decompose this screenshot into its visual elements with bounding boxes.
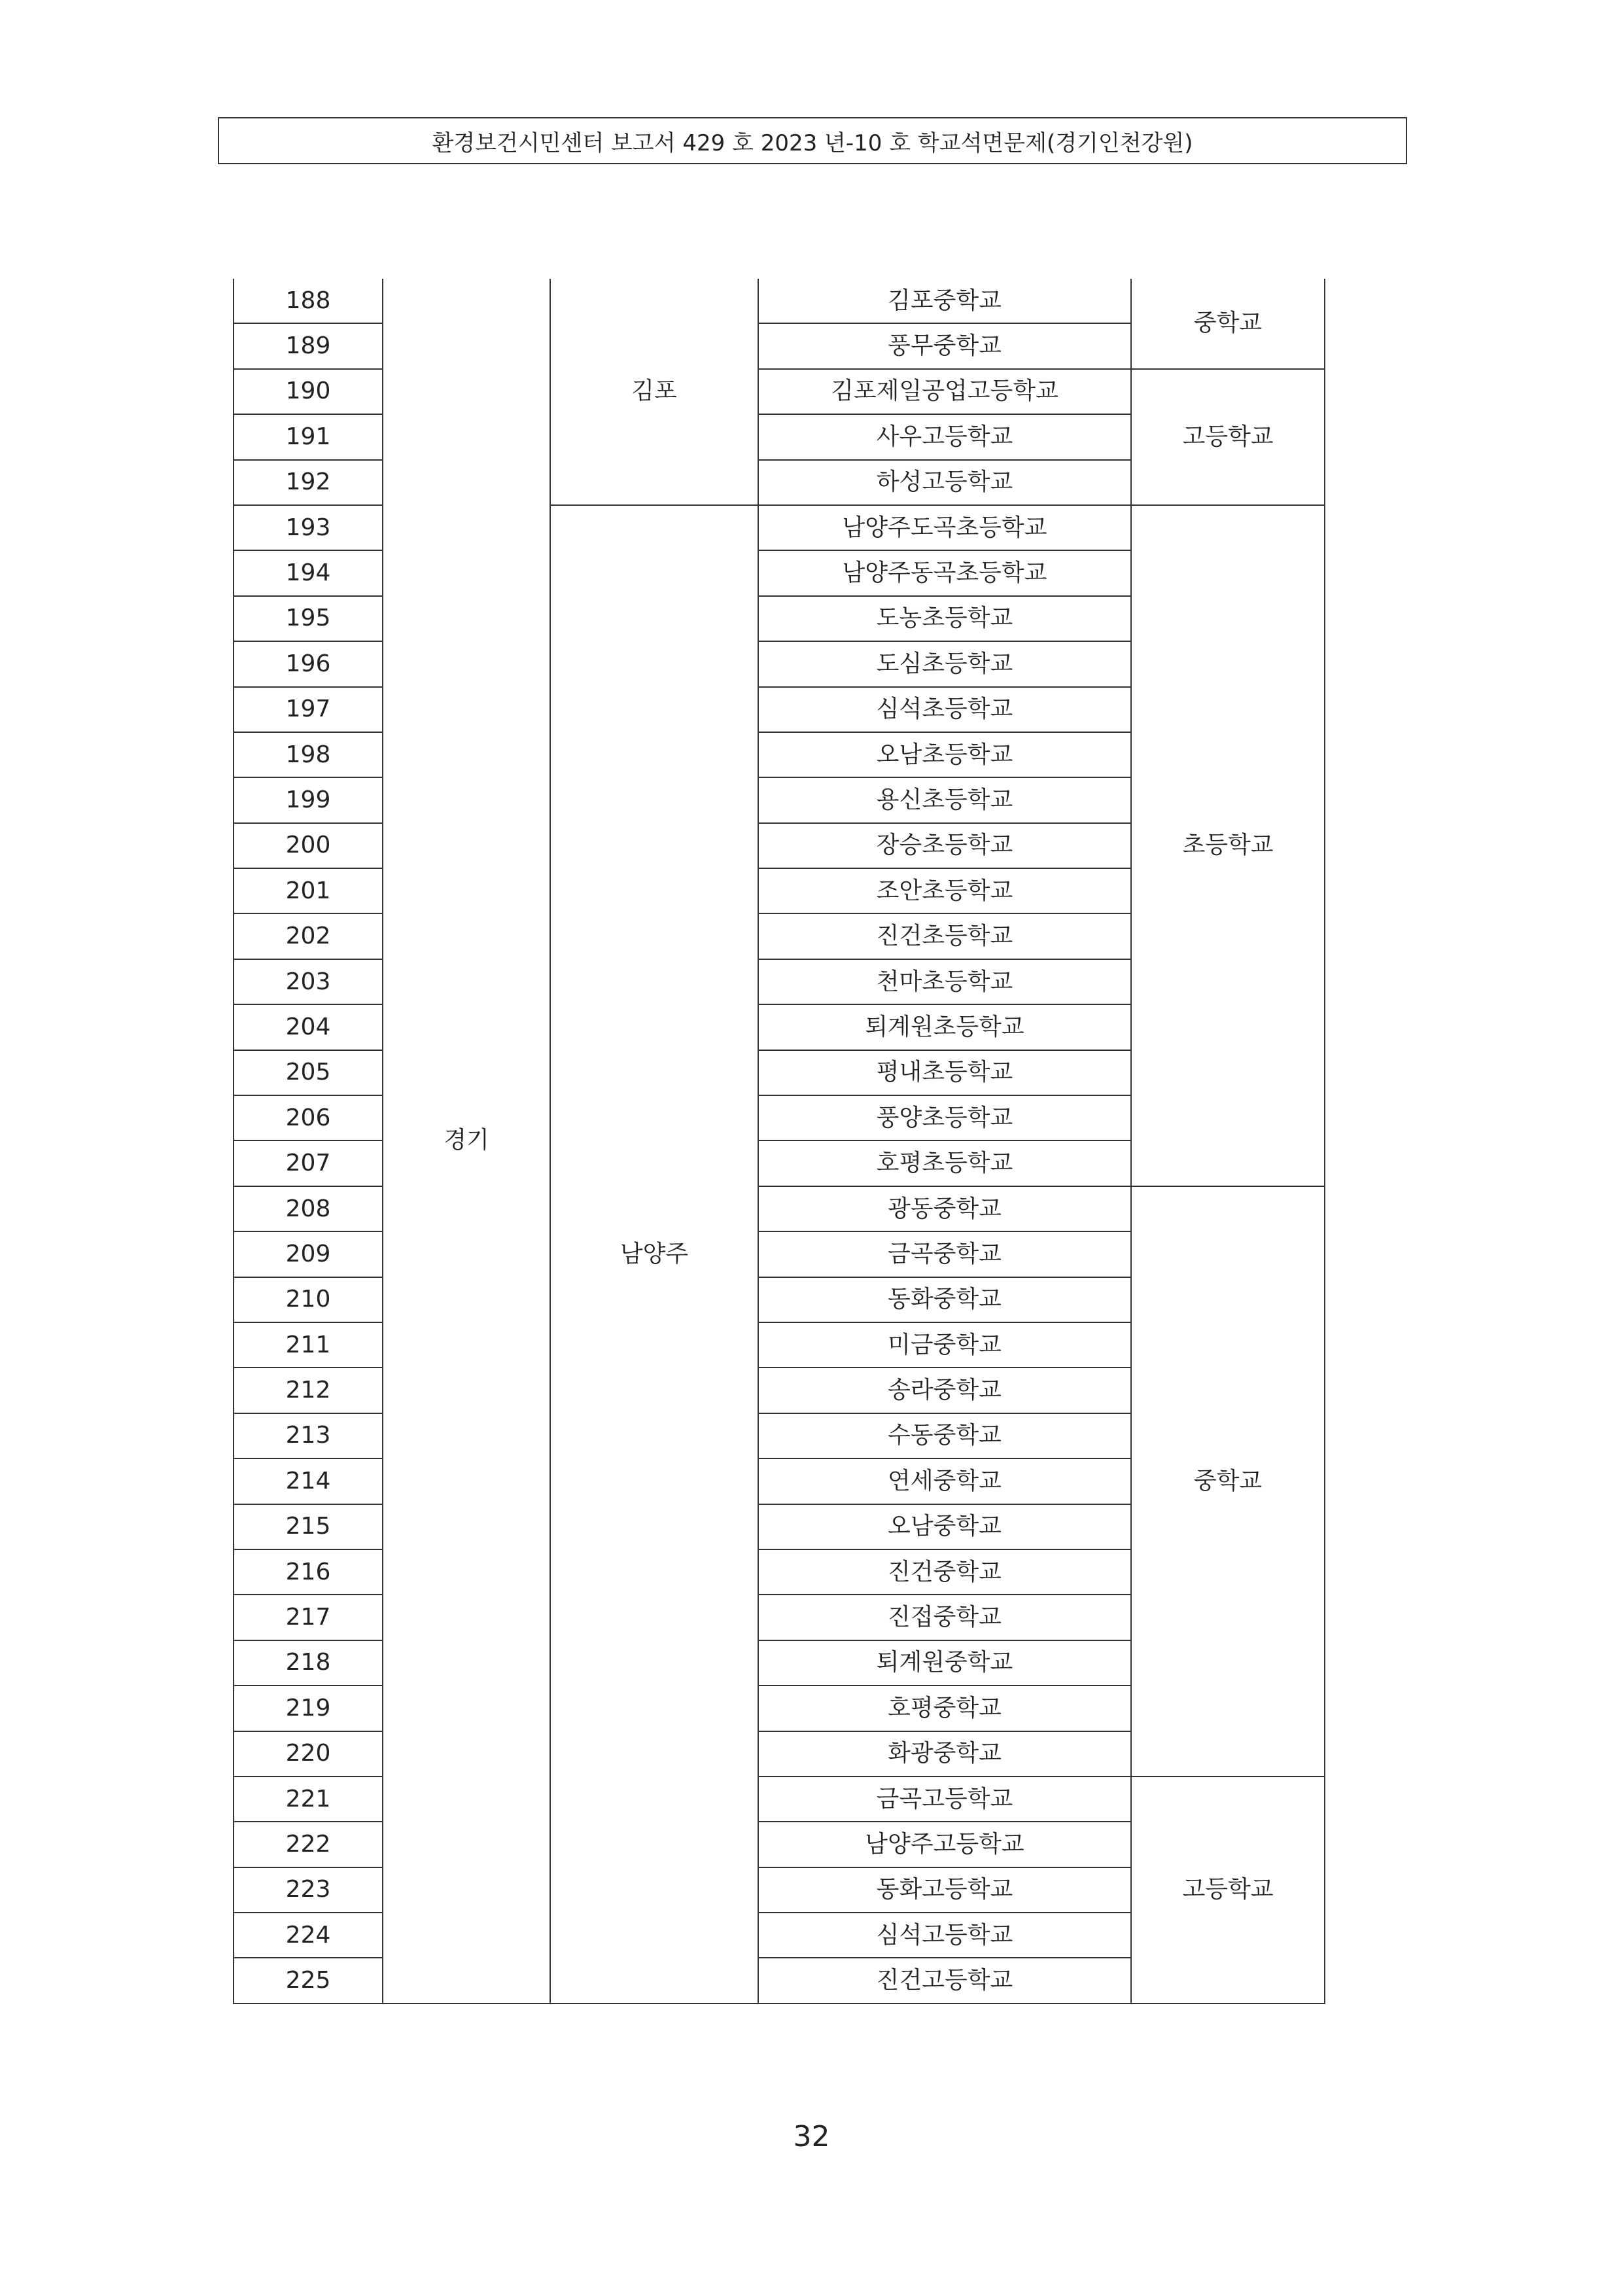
school-name-cell: 오남초등학교 xyxy=(758,732,1131,777)
row-number: 191 xyxy=(234,414,383,459)
row-number: 202 xyxy=(234,913,383,959)
school-name-cell: 도심초등학교 xyxy=(758,641,1131,686)
row-number: 220 xyxy=(234,1731,383,1776)
row-number: 192 xyxy=(234,460,383,505)
table-row xyxy=(234,279,1325,323)
row-number: 200 xyxy=(234,823,383,868)
row-number: 211 xyxy=(234,1322,383,1368)
school-name-cell: 풍양초등학교 xyxy=(758,1095,1131,1140)
row-number: 203 xyxy=(234,959,383,1004)
row-number: 188 xyxy=(234,279,383,323)
school-name-cell: 천마초등학교 xyxy=(758,959,1131,1004)
row-number: 199 xyxy=(234,777,383,822)
row-number: 219 xyxy=(234,1686,383,1731)
school-name-cell: 광동중학교 xyxy=(758,1186,1131,1231)
city-cell: 남양주 xyxy=(550,505,758,2004)
school-name-cell: 남양주도곡초등학교 xyxy=(758,505,1131,550)
school-level-cell: 고등학교 xyxy=(1131,1776,1325,2004)
school-level-cell: 중학교 xyxy=(1131,279,1325,369)
row-number: 196 xyxy=(234,641,383,686)
school-name-cell: 김포제일공업고등학교 xyxy=(758,369,1131,414)
row-number: 209 xyxy=(234,1231,383,1277)
row-number: 189 xyxy=(234,323,383,368)
school-name-cell: 호평중학교 xyxy=(758,1686,1131,1731)
row-number: 205 xyxy=(234,1050,383,1095)
school-name-cell: 송라중학교 xyxy=(758,1368,1131,1413)
row-number: 223 xyxy=(234,1867,383,1913)
row-number: 210 xyxy=(234,1277,383,1322)
school-name-cell: 퇴계원초등학교 xyxy=(758,1004,1131,1050)
school-name-cell: 금곡중학교 xyxy=(758,1231,1131,1277)
school-name-cell: 퇴계원중학교 xyxy=(758,1640,1131,1686)
row-number: 194 xyxy=(234,550,383,595)
school-name-cell: 동화중학교 xyxy=(758,1277,1131,1322)
row-number: 204 xyxy=(234,1004,383,1050)
row-number: 213 xyxy=(234,1413,383,1458)
school-name-cell: 미금중학교 xyxy=(758,1322,1131,1368)
row-number: 201 xyxy=(234,868,383,913)
school-name-cell: 풍무중학교 xyxy=(758,323,1131,368)
row-number: 225 xyxy=(234,1958,383,2003)
row-number: 206 xyxy=(234,1095,383,1140)
province-cell: 경기 xyxy=(383,279,550,2004)
row-number: 216 xyxy=(234,1549,383,1595)
row-number: 207 xyxy=(234,1140,383,1186)
school-level-cell: 고등학교 xyxy=(1131,369,1325,505)
row-number: 193 xyxy=(234,505,383,550)
row-number: 214 xyxy=(234,1458,383,1504)
row-number: 218 xyxy=(234,1640,383,1686)
school-table xyxy=(233,279,1325,2004)
school-name-cell: 심석초등학교 xyxy=(758,687,1131,732)
city-cell: 김포 xyxy=(550,279,758,505)
row-number: 215 xyxy=(234,1504,383,1549)
row-number: 208 xyxy=(234,1186,383,1231)
row-number: 224 xyxy=(234,1913,383,1958)
row-number: 190 xyxy=(234,369,383,414)
school-name-cell: 조안초등학교 xyxy=(758,868,1131,913)
report-header-title: 환경보건시민센터 보고서 429 호 2023 년-10 호 학교석면문제(경기인천강원) xyxy=(432,130,1193,156)
school-name-cell: 하성고등학교 xyxy=(758,460,1131,505)
school-name-cell: 남양주고등학교 xyxy=(758,1822,1131,1867)
row-number: 197 xyxy=(234,687,383,732)
row-number: 221 xyxy=(234,1776,383,1822)
school-name-cell: 김포중학교 xyxy=(758,279,1131,323)
school-name-cell: 금곡고등학교 xyxy=(758,1776,1131,1822)
row-number: 195 xyxy=(234,596,383,641)
row-number: 217 xyxy=(234,1595,383,1640)
school-name-cell: 용신초등학교 xyxy=(758,777,1131,822)
school-name-cell: 장승초등학교 xyxy=(758,823,1131,868)
page-number: 32 xyxy=(793,2120,830,2153)
school-name-cell: 수동중학교 xyxy=(758,1413,1131,1458)
school-name-cell: 호평초등학교 xyxy=(758,1140,1131,1186)
school-name-cell: 진건초등학교 xyxy=(758,913,1131,959)
school-name-cell: 화광중학교 xyxy=(758,1731,1131,1776)
school-name-cell: 남양주동곡초등학교 xyxy=(758,550,1131,595)
school-level-cell: 초등학교 xyxy=(1131,505,1325,1186)
report-header xyxy=(218,117,1407,164)
school-name-cell: 심석고등학교 xyxy=(758,1913,1131,1958)
school-name-cell: 연세중학교 xyxy=(758,1458,1131,1504)
school-name-cell: 동화고등학교 xyxy=(758,1867,1131,1913)
school-name-cell: 도농초등학교 xyxy=(758,596,1131,641)
school-name-cell: 평내초등학교 xyxy=(758,1050,1131,1095)
row-number: 212 xyxy=(234,1368,383,1413)
school-table-body xyxy=(234,279,1325,2004)
school-name-cell: 진건고등학교 xyxy=(758,1958,1131,2003)
row-number: 198 xyxy=(234,732,383,777)
school-name-cell: 사우고등학교 xyxy=(758,414,1131,459)
school-name-cell: 진접중학교 xyxy=(758,1595,1131,1640)
school-name-cell: 진건중학교 xyxy=(758,1549,1131,1595)
school-level-cell: 중학교 xyxy=(1131,1186,1325,1776)
row-number: 222 xyxy=(234,1822,383,1867)
school-name-cell: 오남중학교 xyxy=(758,1504,1131,1549)
